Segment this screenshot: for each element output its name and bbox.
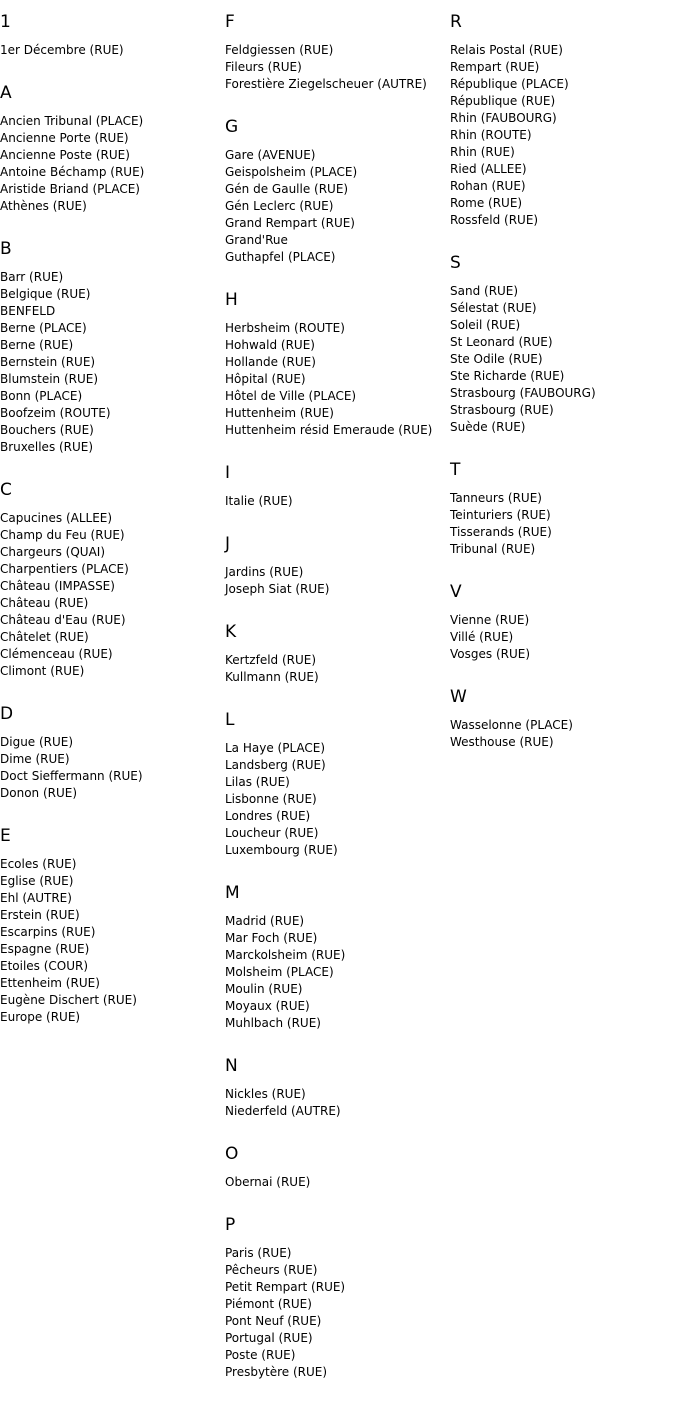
street-entry[interactable]: Grand'Rue [225, 233, 288, 247]
group-letter-heading: L [225, 710, 235, 730]
group-letter-heading: O [225, 1144, 239, 1164]
street-entry[interactable]: Loucheur (RUE) [225, 826, 319, 840]
street-entry[interactable]: Bonn (PLACE) [0, 389, 83, 403]
group-letter-heading: J [225, 534, 231, 554]
street-entry[interactable]: Villé (RUE) [450, 630, 514, 644]
street-entry[interactable]: Petit Rempart (RUE) [225, 1280, 346, 1294]
street-entry[interactable]: Londres (RUE) [225, 809, 311, 823]
street-entry[interactable]: Niederfeld (AUTRE) [225, 1104, 341, 1118]
street-entry[interactable]: Châtelet (RUE) [0, 630, 89, 644]
street-entry[interactable]: Ettenheim (RUE) [0, 976, 100, 990]
street-entry[interactable]: Pont Neuf (RUE) [225, 1314, 322, 1328]
street-entry[interactable]: BENFELD [0, 304, 56, 318]
street-index-column-3 [450, 0, 675, 751]
letter-group [450, 12, 675, 229]
street-entry[interactable]: Sand (RUE) [450, 284, 519, 298]
group-letter-heading: M [225, 883, 240, 903]
street-entry[interactable]: Guthapfel (PLACE) [225, 250, 336, 264]
group-letter-heading: T [450, 460, 461, 480]
street-entry[interactable]: Clémenceau (RUE) [0, 647, 113, 661]
letter-group [450, 253, 675, 436]
street-list [0, 856, 225, 1026]
street-entry[interactable]: Luxembourg (RUE) [225, 843, 338, 857]
street-entry[interactable]: Ancienne Poste (RUE) [0, 148, 130, 162]
letter-group [450, 460, 675, 558]
street-entry[interactable]: Suède (RUE) [450, 420, 526, 434]
letter-group [450, 582, 675, 663]
street-list [225, 740, 450, 859]
street-entry[interactable]: Moyaux (RUE) [225, 999, 310, 1013]
street-entry[interactable]: Teinturiers (RUE) [450, 508, 551, 522]
street-list [225, 652, 450, 686]
street-entry[interactable]: La Haye (PLACE) [225, 741, 326, 755]
group-letter-heading: A [0, 83, 12, 103]
street-list [225, 42, 450, 93]
street-entry[interactable]: Nickles (RUE) [225, 1087, 306, 1101]
street-entry[interactable]: Champ du Feu (RUE) [0, 528, 125, 542]
street-entry[interactable]: Rempart (RUE) [450, 60, 540, 74]
street-entry[interactable]: Vosges (RUE) [450, 647, 531, 661]
street-list [225, 147, 450, 266]
group-letter-heading: D [0, 704, 14, 724]
group-letter-heading: V [450, 582, 462, 602]
street-entry[interactable]: Digue (RUE) [0, 735, 74, 749]
street-entry[interactable]: Westhouse (RUE) [450, 735, 554, 749]
letter-group [225, 290, 450, 439]
street-entry[interactable]: Huttenheim résid Emeraude (RUE) [225, 423, 433, 437]
street-entry[interactable]: Eugène Dischert (RUE) [0, 993, 137, 1007]
letter-group [225, 1215, 450, 1381]
street-entry[interactable]: Kullmann (RUE) [225, 670, 319, 684]
street-entry[interactable]: Espagne (RUE) [0, 942, 90, 956]
street-list [225, 320, 450, 439]
street-list [450, 490, 675, 558]
street-list [225, 913, 450, 1032]
street-entry[interactable]: Dime (RUE) [0, 752, 70, 766]
street-entry[interactable]: Jardins (RUE) [225, 565, 304, 579]
street-entry[interactable]: Barr (RUE) [0, 270, 64, 284]
street-entry[interactable]: Presbytère (RUE) [225, 1365, 328, 1379]
street-entry[interactable]: Climont (RUE) [0, 664, 85, 678]
street-entry[interactable]: Grand Rempart (RUE) [225, 216, 355, 230]
street-entry[interactable]: Relais Postal (RUE) [450, 43, 563, 57]
street-entry[interactable]: Paris (RUE) [225, 1246, 292, 1260]
street-entry[interactable]: Etoiles (COUR) [0, 959, 89, 973]
street-entry[interactable]: Ste Odile (RUE) [450, 352, 543, 366]
street-entry[interactable]: Europe (RUE) [0, 1010, 81, 1024]
street-entry[interactable]: Feldgiessen (RUE) [225, 43, 334, 57]
group-letter-heading: N [225, 1056, 238, 1076]
street-entry[interactable]: Aristide Briand (PLACE) [0, 182, 140, 196]
letter-group [0, 826, 225, 1026]
letter-group [225, 12, 450, 93]
street-entry[interactable]: Bruxelles (RUE) [0, 440, 94, 454]
street-entry[interactable]: Poste (RUE) [225, 1348, 296, 1362]
street-list [450, 717, 675, 751]
street-list [0, 734, 225, 802]
group-letter-heading: K [225, 622, 237, 642]
street-entry[interactable]: Erstein (RUE) [0, 908, 80, 922]
street-entry[interactable]: Tribunal (RUE) [450, 542, 536, 556]
street-entry[interactable]: Soleil (RUE) [450, 318, 521, 332]
street-entry[interactable]: Boofzeim (ROUTE) [0, 406, 111, 420]
street-list [450, 283, 675, 436]
street-entry[interactable]: Ancien Tribunal (PLACE) [0, 114, 144, 128]
street-entry[interactable]: Hôtel de Ville (PLACE) [225, 389, 357, 403]
street-entry[interactable]: République (PLACE) [450, 77, 569, 91]
street-list [0, 113, 225, 215]
letter-group [225, 710, 450, 859]
letter-group [0, 83, 225, 215]
street-entry[interactable]: Kertzfeld (RUE) [225, 653, 317, 667]
street-entry[interactable]: Tanneurs (RUE) [450, 491, 542, 505]
street-list [225, 1174, 450, 1191]
group-letter-heading: R [450, 12, 462, 32]
street-entry[interactable]: Doct Sieffermann (RUE) [0, 769, 143, 783]
street-entry[interactable]: Rhin (FAUBOURG) [450, 111, 557, 125]
street-entry[interactable]: Capucines (ALLEE) [0, 511, 113, 525]
letter-group [0, 12, 225, 59]
street-entry[interactable]: Tisserands (RUE) [450, 525, 552, 539]
street-entry[interactable]: Berne (RUE) [0, 338, 74, 352]
letter-group [450, 687, 675, 751]
street-entry[interactable]: Rhin (ROUTE) [450, 128, 532, 142]
street-entry[interactable]: Moulin (RUE) [225, 982, 303, 996]
street-entry[interactable]: République (RUE) [450, 94, 556, 108]
street-index-column-1 [0, 0, 225, 1026]
street-entry[interactable]: Bernstein (RUE) [0, 355, 96, 369]
street-entry[interactable]: Herbsheim (ROUTE) [225, 321, 345, 335]
street-entry[interactable]: Madrid (RUE) [225, 914, 305, 928]
street-list [225, 564, 450, 598]
street-entry[interactable]: Hôpital (RUE) [225, 372, 306, 386]
street-entry[interactable]: Molsheim (PLACE) [225, 965, 334, 979]
street-entry[interactable]: Belgique (RUE) [0, 287, 91, 301]
letter-group [0, 480, 225, 680]
street-list [450, 612, 675, 663]
group-letter-heading: F [225, 12, 235, 32]
street-entry[interactable]: 1er Décembre (RUE) [0, 43, 124, 57]
group-letter-heading: C [0, 480, 12, 500]
street-entry[interactable]: Ecoles (RUE) [0, 857, 77, 871]
letter-group [225, 534, 450, 598]
street-entry[interactable]: Fileurs (RUE) [225, 60, 302, 74]
letter-group [225, 1056, 450, 1120]
group-letter-heading: 1 [0, 12, 11, 32]
street-entry[interactable]: Marckolsheim (RUE) [225, 948, 346, 962]
street-list [225, 1086, 450, 1120]
street-entry[interactable]: Landsberg (RUE) [225, 758, 326, 772]
street-entry[interactable]: Ehl (AUTRE) [0, 891, 72, 905]
street-entry[interactable]: Eglise (RUE) [0, 874, 74, 888]
street-entry[interactable]: Lisbonne (RUE) [225, 792, 317, 806]
street-entry[interactable]: Italie (RUE) [225, 494, 293, 508]
street-entry[interactable]: Ried (ALLEE) [450, 162, 527, 176]
street-entry[interactable]: Rossfeld (RUE) [450, 213, 539, 227]
street-entry[interactable]: Berne (PLACE) [0, 321, 87, 335]
street-entry[interactable]: Geispolsheim (PLACE) [225, 165, 358, 179]
letter-group [225, 622, 450, 686]
street-entry[interactable]: Gén Leclerc (RUE) [225, 199, 334, 213]
street-entry[interactable]: Huttenheim (RUE) [225, 406, 334, 420]
street-entry[interactable]: Athènes (RUE) [0, 199, 87, 213]
street-entry[interactable]: Antoine Béchamp (RUE) [0, 165, 145, 179]
street-entry[interactable]: Château d'Eau (RUE) [0, 613, 126, 627]
street-entry[interactable]: St Leonard (RUE) [450, 335, 553, 349]
street-entry[interactable]: Obernai (RUE) [225, 1175, 311, 1189]
street-entry[interactable]: Château (IMPASSE) [0, 579, 115, 593]
letter-group [225, 883, 450, 1032]
street-list [450, 42, 675, 229]
letter-group [0, 704, 225, 802]
street-entry[interactable]: Ste Richarde (RUE) [450, 369, 565, 383]
street-entry[interactable]: Gare (AVENUE) [225, 148, 316, 162]
group-letter-heading: W [450, 687, 467, 707]
street-entry[interactable]: Escarpins (RUE) [0, 925, 96, 939]
street-entry[interactable]: Ancienne Porte (RUE) [0, 131, 129, 145]
street-entry[interactable]: Rohan (RUE) [450, 179, 526, 193]
street-entry[interactable]: Forestière Ziegelscheuer (AUTRE) [225, 77, 427, 91]
letter-group [0, 239, 225, 456]
street-index-column-2 [225, 0, 450, 1381]
street-entry[interactable]: Joseph Siat (RUE) [225, 582, 330, 596]
street-list [225, 493, 450, 510]
street-entry[interactable]: Vienne (RUE) [450, 613, 530, 627]
street-entry[interactable]: Donon (RUE) [0, 786, 78, 800]
street-entry[interactable]: Gén de Gaulle (RUE) [225, 182, 349, 196]
street-entry[interactable]: Blumstein (RUE) [0, 372, 99, 386]
street-entry[interactable]: Hohwald (RUE) [225, 338, 315, 352]
street-list [0, 42, 225, 59]
group-letter-heading: E [0, 826, 11, 846]
group-letter-heading: H [225, 290, 238, 310]
street-entry[interactable]: Piémont (RUE) [225, 1297, 312, 1311]
street-entry[interactable]: Rome (RUE) [450, 196, 523, 210]
street-entry[interactable]: Pêcheurs (RUE) [225, 1263, 318, 1277]
street-entry[interactable]: Chargeurs (QUAI) [0, 545, 106, 559]
street-entry[interactable]: Strasbourg (RUE) [450, 403, 554, 417]
street-entry[interactable]: Lilas (RUE) [225, 775, 290, 789]
street-list [0, 269, 225, 456]
group-letter-heading: P [225, 1215, 236, 1235]
street-entry[interactable]: Mar Foch (RUE) [225, 931, 318, 945]
group-letter-heading: B [0, 239, 12, 259]
group-letter-heading: S [450, 253, 461, 273]
street-entry[interactable]: Wasselonne (PLACE) [450, 718, 573, 732]
letter-group [225, 1144, 450, 1191]
street-entry[interactable]: Hollande (RUE) [225, 355, 316, 369]
street-entry[interactable]: Charpentiers (PLACE) [0, 562, 129, 576]
letter-group [225, 117, 450, 266]
street-list [0, 510, 225, 680]
street-entry[interactable]: Portugal (RUE) [225, 1331, 313, 1345]
street-entry[interactable]: Muhlbach (RUE) [225, 1016, 321, 1030]
street-entry[interactable]: Strasbourg (FAUBOURG) [450, 386, 596, 400]
street-entry[interactable]: Château (RUE) [0, 596, 89, 610]
street-entry[interactable]: Rhin (RUE) [450, 145, 515, 159]
letter-group [225, 463, 450, 510]
group-letter-heading: I [225, 463, 231, 483]
group-letter-heading: G [225, 117, 239, 137]
street-entry[interactable]: Bouchers (RUE) [0, 423, 94, 437]
street-list [225, 1245, 450, 1381]
street-entry[interactable]: Sélestat (RUE) [450, 301, 537, 315]
